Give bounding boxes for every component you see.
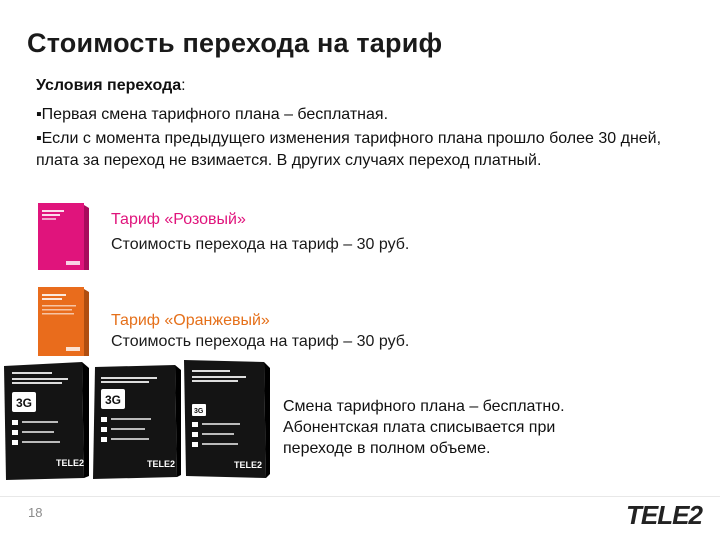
orange-plan-name: Тариф «Оранжевый»: [111, 312, 270, 329]
pink-plan-package-image: [38, 203, 89, 270]
package-label-3g-2: 3G: [105, 393, 122, 407]
black-plan-package-image-2: [93, 365, 181, 479]
black-plan-package-image-3: [184, 360, 270, 478]
black-plan-package-image-1: [4, 362, 89, 480]
tele2-logo: TELE2: [626, 500, 702, 530]
page-number: 18: [28, 505, 43, 520]
bullet-first-change-free: ▪Первая смена тарифного плана – бесплатная.: [36, 106, 389, 123]
pink-plan-cost: Стоимость перехода на тариф – 30 руб.: [111, 236, 410, 253]
orange-plan-package-image: [38, 287, 89, 356]
conditions-heading: [36, 77, 186, 95]
conditions-heading-colon: :: [181, 77, 186, 94]
footer-divider: [0, 496, 720, 497]
package-logo-2: TELE2: [147, 459, 176, 469]
package-label-3g-3: 3G: [194, 408, 204, 415]
free-change-note: Смена тарифного плана – бесплатно. Абонентская плата списывается при переходе в полном объеме.: [283, 398, 565, 457]
package-logo-1: TELE2: [56, 458, 85, 468]
pink-plan-name: Тариф «Розовый»: [111, 211, 246, 228]
conditions-heading-text: Условия перехода: [36, 77, 182, 94]
bullet-30-days-rule: ▪Если с момента предыдущего изменения тарифного плана прошло более 30 дней, плата за переход не взимается. В других случаях переход платный.: [36, 130, 662, 169]
package-logo-3: TELE2: [234, 460, 263, 470]
orange-plan-cost: Стоимость перехода на тариф – 30 руб.: [111, 333, 410, 350]
slide-title: Стоимость перехода на тариф: [27, 28, 443, 58]
package-label-3g-1: 3G: [16, 396, 33, 410]
